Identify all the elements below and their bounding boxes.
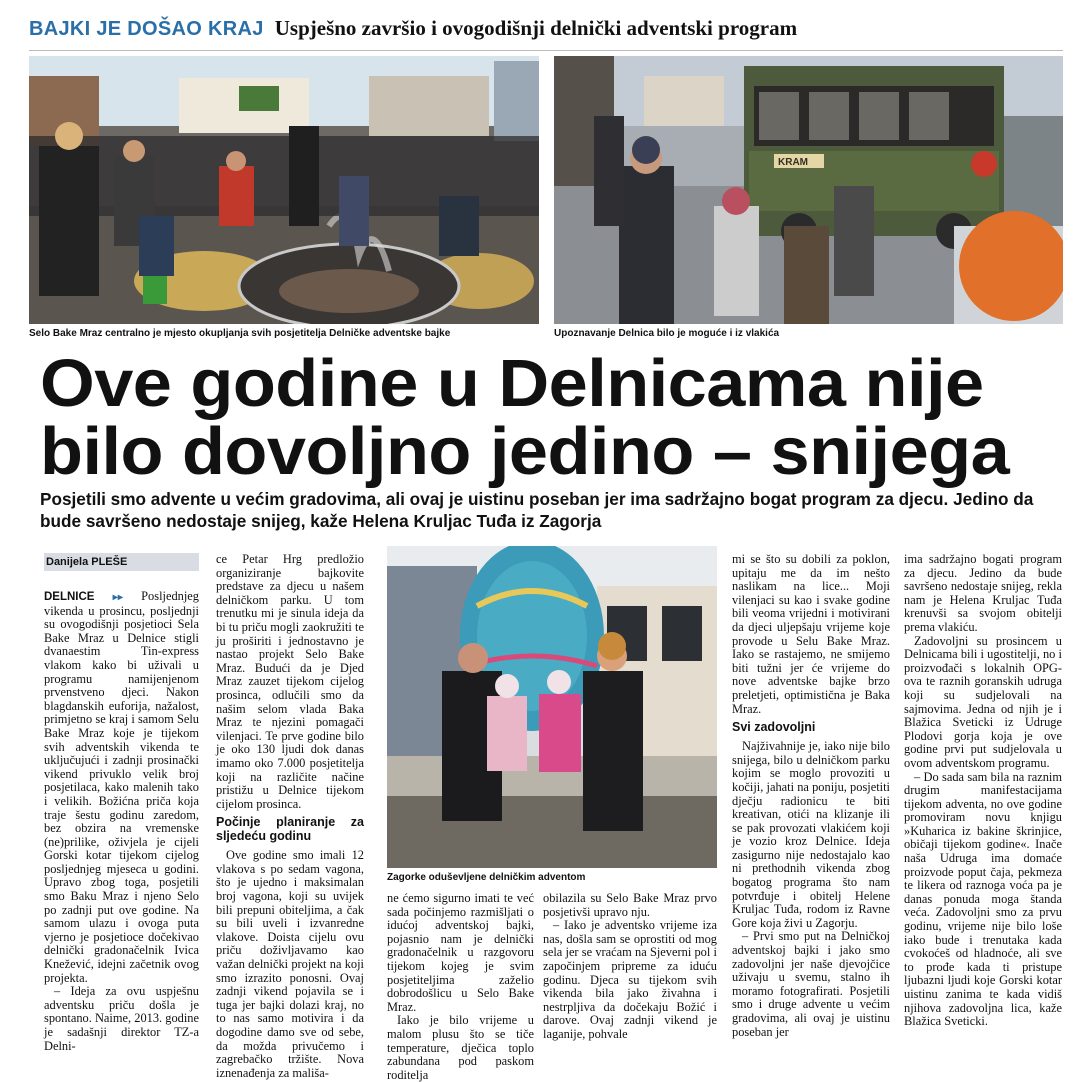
- caption-left-photo: Selo Bake Mraz centralno je mjesto okupljanja svih posjetitelja Delničke adventske bajke: [29, 328, 451, 339]
- headline-line-1: Ove godine u Delnicama nije: [40, 346, 984, 421]
- article-paragraph: – Ideja za ovu uspješnu adventsku priču došla je spontano. Naime, 2013. godine je sadašnji direktor TZ-a Delni-: [44, 984, 199, 1053]
- article-paragraph: ima sadržajno bogati program za djecu. Jedino da bude savršeno nedostaje snijeg, rekla nam je Helena Kruljac Tuđa krenuvši sa svojom obitelji prema vlakiću.: [904, 552, 1062, 634]
- article-paragraph: – Iako je adventsko vrijeme iza nas, došla sam se oprostiti od mog sela jer se vraćam na Sjeverni pol i započinjem pripreme za iduću godinu. Djeca su tijekom svih vikenda bila jako živahna i nestrpljiva da dočekaju Božić i darove. Ovaj zadnji vikend je laganije, pohvale: [543, 918, 717, 1041]
- photo-family: [387, 546, 717, 868]
- article-paragraph: Najživahnije je, iako nije bilo snijega, bilo u delničkom parku kojim se moglo provoziti u kočiji, jahati na poniju, posjetiti dječju radionicu te biti kreativan, otići na klizanje ili se pak provozati vlakićem koji je vozio kroz Delnice. Ideja zasigurno nije nedostajalo kao ni prethodnih vikenda zbog bogatog programa što nam potvrđuje i obitelj Helene Kruljac Tuđa, rodom iz Ravne Gore koja živi u Zagorju.: [732, 739, 890, 930]
- article-paragraph: ce Petar Hrg predložio organiziranje bajkovite predstave za djecu u našem delničkom parku. U tom trenutku mi je sinula ideja da bi tu priču mogli zaokružiti te ju proširiti i jednostavno je nastao projekt Selo Bake Mraz. Budući da je Djed Mraz zauzet tijekom cijelog prosinca, odlučili smo da našim selom vlada Baka Mraz te njezini pomagači vilenjaci. Te prve godine bilo je oko 130 ljudi dok danas imamo oko 7.000 posjetitelja koji na različite načine pristižu u Delnice tijekom cijelom prosinca.: [216, 552, 364, 811]
- photo-train-image: [554, 56, 1063, 324]
- article-paragraph: obilazila su Selo Bake Mraz prvo posjetivši upravo nju.: [543, 891, 717, 919]
- article-column-6: [904, 553, 1062, 1029]
- byline: Danijela PLEŠE: [44, 553, 199, 571]
- photo-family-image: [387, 546, 717, 868]
- article-paragraph: – Prvi smo put na Delničkoj adventskoj bajki i jako smo zadovoljni jer naše djevojčice uživaju u svemu, stalno ih moramo fotografirati. Posjetili smo i druge advente u većim gradovima, ali ovaj je uistinu poseban jer: [732, 929, 890, 1039]
- train-sign: KRAM: [778, 157, 808, 168]
- caption-right-photo: Upoznavanje Delnica bilo je moguće i iz vlakića: [554, 328, 780, 339]
- article-column-1: [44, 590, 199, 1053]
- article-paragraph: mi se što su dobili za poklon, upitaju me da im nešto naslikam na lice... Moji vilenjaci su kao i svake godine bili veoma vrijedni i motivirani da djeci uljepšaju vrijeme koje provode u Selu Bake Mraz. Iako se rastajemo, ne smijemo biti tužni jer će vrijeme do nove adventske bajke brzo preletjeti, optimistična je Baka Mraz.: [732, 552, 890, 716]
- kicker: [29, 16, 1063, 41]
- deck: Posjetili smo advente u većim gradovima, ali ovaj je uistinu poseban jer ima sadržajno bogat program za djecu. Jedino da bude savršeno nedostaje snijeg, kaže Helena Kruljac Tuđa iz Zagorja: [40, 489, 1034, 531]
- kicker-text: Uspješno završio i ovogodišnji delnički adventski program: [274, 16, 798, 40]
- article-paragraph: Ove godine smo imali 12 vlakova s po sedam vagona, što je ujedno i maksimalan broj vagona, koji su uvijek bili prepuni obitelјima, a čak su bili uveli i izvanredne vlakove. Doista cijelu ovu priču doživljavamo kao važan delnički projekt na koji smo izrazito ponosni. Ovaj zadnji vikend pojavila se i tuga jer bajki dolazi kraj, no to nas samo motivira i da dogodine damo sve od sebe, da možda privučemo i zagrebačko tržište. Nova iznenađenja za mališa-: [216, 848, 364, 1080]
- article-column-2: [216, 553, 364, 1080]
- subheading: Svi zadovoljni: [732, 720, 816, 735]
- article-column-4: [543, 892, 717, 1042]
- article-paragraph: Zadovoljni su prosincem u Delnicama bili i ugostitelji, no i proizvođači s lokalnih OPG-ova te raznih goranskih udruga koji su sudjelovali na sajmovima. Jedna od njih je i Blažica Sveticki iz Udruge Plodovi gorja koja je ove godine prvi put sudjelovala u ovom adventskom programu.: [904, 633, 1062, 770]
- headline: [40, 346, 1081, 489]
- kicker-rule: [29, 50, 1063, 51]
- article-paragraph: [44, 590, 199, 985]
- article-column-5: [732, 553, 890, 1039]
- article-paragraph: – Do sada sam bila na raznim drugim manifestacijama tijekom adventa, no ove godine promoviram novu knjigu »Kuharica iz bakine škrinjice, običaji tijekom godine«. Inače naša Udruga ima domaće proizvode poput čaja, pekmeza te likera od raznoga voća pa je danas ponuda moga štanda veća. Zadovoljni smo za prvu godinu, vrijeme nije bilo loše iako bude i trenutaka kada cvokoćeš od hladnoće, ali sve to prođe kada ti pristupe ljubazni ljudi koje Gorski kotar uistinu zanima te kada vidiš njihova zadovoljna lica, kaže Blažica Sveticki.: [904, 769, 1062, 1029]
- article-paragraph: Iako je bilo vrijeme u malom plusu što se tiče temperature, dječica toplo zabundana pod paskom roditelja: [387, 1013, 534, 1082]
- dateline: DELNICE: [44, 591, 95, 603]
- dateline-arrow-icon: ▸▸: [112, 592, 123, 603]
- kicker-label: BAJKI JE DOŠAO KRAJ: [29, 18, 264, 40]
- article-column-3: [387, 892, 534, 1082]
- subheading: Počinje planiranje za sljedeću godinu: [216, 815, 364, 844]
- caption-middle-photo: Zagorke oduševljene delničkim adventom: [387, 872, 586, 883]
- photo-train: [554, 56, 1063, 324]
- photo-fire-pit: [29, 56, 539, 324]
- headline-line-2: bilo dovoljno jedino – snijega: [40, 414, 1010, 489]
- article-text: Posljednjeg vikenda u prosincu, posljednji su ovogodišnji posjetioci Sela Bake Mraz u Delnice stigli dvanaestim Tin-express vlakom kako bi uživali u programu namijenjenom prvenstveno djeci. Nakon blagdanskih euforija, nažalost, primjetno se kraj i samom Selu Bake Mraz koje je tijekom svih adventskih vikenda te uključujući i zadnji prosinački vikend privuklo velik broj posjetilaca, kako malenih tako i velikih. Božićna priča koja traje šestu godinu zaredom, bez obzira na vremenske (ne)prilike, oživjela je cijeli Gorski kotar tijekom cijelog posljednjeg mjeseca u godini. Upravo zbog toga, posjetili smo Baku Mraz i njeno Selo po zadnji put ove godine. Na samom ulazu i ovoga puta vjerno je posjetioce dočekivao delnički gradonačelnik Ivica Knežević, idejni začetnik ovog projekta.: [44, 589, 199, 985]
- article-paragraph: ne ćemo sigurno imati te već sada počinjemo razmišljati o idućoj adventskoj bajki, pojasnio nam je delnički gradonačelnik u razgovoru tijekom kojeg je svim posjetiteljima zaželio dobrodošlicu u Selo Bake Mraz.: [387, 891, 534, 1014]
- photo-fire-pit-image: [29, 56, 539, 324]
